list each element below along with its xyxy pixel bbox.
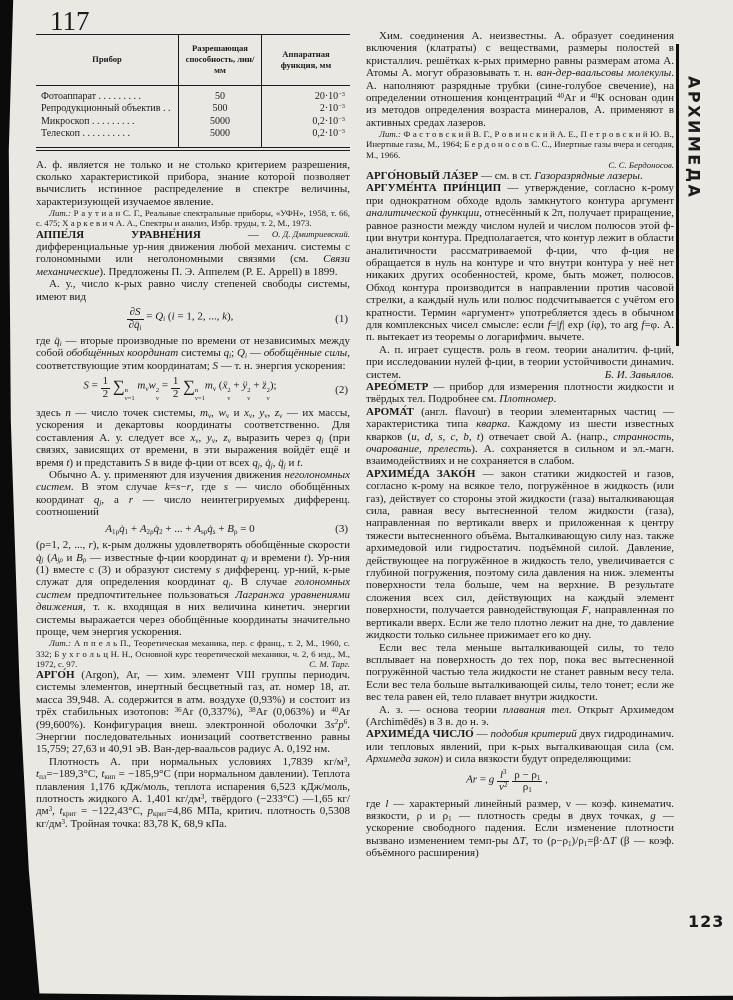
- equation: $\frac{\partial S}{\partial q̈i}$ = Qi (i = 1, 2, ..., k), (1): [128, 305, 348, 332]
- sidebar-thumb-rule: [676, 44, 679, 346]
- literature-note: Лит.: А п п е л ь П., Теоретическая механика, пер. с франц., т. 2, М., 1960, с. 332; Б у х г о л ь ц Н. Н., Основной курс теоретической механики, ч. 2, 6 изд., М., 1972, с. 97. С. М. Тарг.: [36, 638, 350, 669]
- text-paragraph: (ρ=1, 2, ..., r), к-рым должны удовлетворять обобщённые скорости q̇j (Ajρ и Bρ — известные ф-ции координат qj и времени t). Ур-ния (1) вместе с (3) и образуют систему s дифференц. ур-ний, к-рые служат для определения координат qj. В случае голономных систем предпочтительнее пользоваться Лагранжа уравнениями движения, т. к. входящая в них величина кинетич. энергии системы выражается через обобщённые координаты значительно проще, чем энергия ускорения.: [36, 539, 350, 638]
- equation: A1ρq̇1 + A2ρq̇2 + ... + Asρq̇s + Bρ = 0 (3): [105, 522, 348, 536]
- text-paragraph: А. у., число к-рых равно числу степеней свободы системы, имеют вид: [36, 278, 350, 303]
- text-paragraph: где l — характерный линейный размер, ν — коэф. кинематич. вязкости, ρ и ρ1 — плотность среды в двух точках, g — ускорение свободного падения. Если изменение плотности вызвано изменением темп-ры ΔT, то (ρ−ρ1)/ρ1=β·ΔT (β — коэф. объёмного расширения): [366, 797, 674, 860]
- scan-edge-bottom: [0, 993, 733, 1000]
- right-column: [366, 30, 674, 950]
- text-paragraph: АРГО́НОВЫЙ ЛА́ЗЕР — см. в ст. Газоразрядные лазеры.: [366, 170, 643, 183]
- text-paragraph: А. з. — основа теории плавания тел. Открыт Архимедом (Archimēdēs) в 3 в. до н. э.: [366, 703, 674, 728]
- table-cell: $20\cdot 10^{-3}$: [262, 85, 351, 103]
- text-paragraph: где q̈i — вторые производные по времени от независимых между собой обобщённых координат системы qi; Qi — обобщённые силы, соответствующие этим координатам; S — т. н. энергия ускорения:: [36, 335, 350, 372]
- column-header: Аппаратная функция, мм: [262, 35, 351, 86]
- author-signature: С. С. Бердоносов.: [608, 159, 674, 170]
- column-header: Разрешающая способность, лин/мм: [179, 35, 262, 86]
- resolution-table-head: [36, 35, 350, 86]
- equation-number: (3): [335, 522, 348, 535]
- column-header: Прибор: [36, 35, 179, 86]
- text-paragraph: АРГО́Н (Argon), Ar, — хим. элемент VIII группы периодич. системы элементов, инертный бесцветный газ, ат. номер 18, ат. масса 39,948. А. содержится в атм. воздухе (0,93%) и состоит из трёх стабильных изотопов: $^{36}$Ar (0,337%), $^{38}$Ar (0,063%) и $^{40}$Ar (99,600%). Конфигурация внеш. электронной оболочки $3s^2p^6$. Энергии последовательных ионизаций соответственно равны 15,759; 27,63 и 40,91 эВ. Ван-дер-ваальсов радиус А. 0,192 нм.: [36, 668, 350, 756]
- table-cell: $2\cdot 10^{-3}$: [262, 103, 351, 116]
- table-cell: 50: [179, 85, 262, 103]
- text-paragraph: АРХИМЕ́ДА ЗАКО́Н — закон статики жидкостей и газов, согласно к-рому на всякое тело, погружённое в жидкость (или газ), действует со стороны этой жидкости (газа) выталкивающая сила, равная весу вытесненной телом жидкости (газа), направленная по вертикали вверх и приложенная к центру тяжести вытесненного объёма. Выталкивающую силу наз. также архимедовой или гидростатич. подъёмной силой. Давление, действующее на погружённое в жидкость тело, увеличивается с глубиной погружения, поэтому сила давления на ниж. элементы поверхности тела больше, чем на верхние. В результате сложения всех сил, действующих на каждый элемент поверхности, получается равнодействующая F, направленная по вертикали вверх. Если же тело плотно лежит на дне, то давление жидкости только сильнее прижимает его ко дну.: [366, 467, 674, 642]
- table-cell: Микроскоп . . . . . . . . .: [41, 115, 135, 127]
- page-number-bottom-right: 123: [688, 912, 725, 931]
- text-paragraph: АРЕО́МЕТР — прибор для измерения плотности жидкости и твёрдых тел. Подробнее см. Плотномер.: [366, 380, 674, 406]
- table-row: [36, 116, 350, 129]
- text-paragraph: АРОМА́Т (англ. flavour) в теории элементарных частиц — характеристика типа кварка. Каждому из шести известных кварков (u, d, s, c, b, t) отвечает свой А. (напр., странность, очарование, прелесть). А. сохраняется в сильном и эл.-магн. взаимодействиях и не сохраняется в слабом.: [366, 405, 674, 468]
- table-row: [36, 128, 350, 149]
- text-paragraph: АРХИМЕ́ДА ЧИСЛО́ — подобия критерий двух гидродинамич. или тепловых явлений, при к-рых выталкивающая сила (см. Архимеда закон) и сила вязкости будут определяющими:: [366, 728, 674, 766]
- literature-note: Лит.: Р а у т и а н С. Г., Реальные спектральные приборы, «УФН», 1958, т. 66, с. 475; Х а р к е в и ч А. А., Спектры и анализ, Избр. труды, т. 2, М., 1973. О. Д. Дмитриевский.: [36, 208, 350, 239]
- table-row: [36, 85, 350, 103]
- text-paragraph: Если вес тела меньше выталкивающей силы, то тело всплывает на поверхность до тех пор, пока вес вытесненной погружённой частью тела жидкости не станет равным весу тела. Если вес тела больше выталкивающей силы, тело тонет; если же вес тела равен ей, тело плавает внутри жидкости.: [366, 641, 674, 704]
- header-row: [36, 35, 350, 86]
- text-paragraph: АППЕ́ЛЯ УРАВНЕ́НИЯ — дифференциальные ур-ния движения любой механич. системы с голономными или неголономными связями (см. Связи механические). Предложены П. Э. Аппелем (Р. Е. Appell) в 1899.: [36, 228, 350, 278]
- literature-note: Лит.: Ф а с т о в с к и й В. Г., Р о в и н с к и й А. Е., П е т р о в с к и й Ю. В., Инертные газы, М., 1964; Б е р д о н о с о в С. С., Инертные газы вчера и сегодня, М., 1966.: [366, 129, 674, 160]
- left-column-text: [36, 159, 350, 831]
- left-column: [36, 30, 350, 950]
- equation: Ar = g $\frac{l^3}{\nu^2}$ $\frac{\rho - \rho 1}{\rho 1}$ ,: [466, 768, 548, 795]
- equation: S = $\frac{1}{2}$ ∑ n ν=1 mνw 2 ν = $\frac{1}{2}$ ∑ n ν=1 mν (ẍ 2 ν + ÿ 2 ν + z̈ 2 ν ); (2): [83, 375, 348, 403]
- table-row: [36, 103, 350, 116]
- table-cell: Фотоаппарат . . . . . . . . .: [41, 90, 142, 102]
- table-cell: $0,2\cdot 10^{-3}$: [262, 116, 351, 129]
- text-paragraph: А. п. играет существ. роль в геом. теории аналитич. ф-ций, при исследовании нулей ф-ции, в теории устойчивости динамич. систем. Б. И. Завьялов.: [366, 343, 674, 381]
- page-number-top-left: 117: [50, 6, 90, 36]
- right-column-text: [366, 30, 674, 860]
- equation-number: (2): [335, 383, 348, 396]
- text-paragraph: Хим. соединения А. неизвестны. А. образует соединения включения (клатраты) с веществами, размеры полостей в кристаллич. решётках к-рых примерно равны размерам атома А. Атомы А. могут образовывать т. н. ван-дер-ваальсовы молекулы. А. наполняют разрядные трубки (сине-голубое свечение), на определении отношения концентраций $^{40}$Ar и $^{40}$К основан один из методов определения возраста минералов, А. применяют в активных средах лазеров.: [366, 30, 674, 129]
- text-paragraph: Обычно А. у. применяют для изучения движения неголономных систем. В этом случае k=s−r, где s — число обобщённых координат qj, а r — число неинтегрируемых дифференц. соотношений: [36, 469, 350, 519]
- table-cell: 500: [179, 103, 262, 116]
- sidebar-thumb-label: АРХИМЕДА: [684, 76, 704, 200]
- text-paragraph: АРГУМЕ́НТА ПРИ́НЦИП — утверждение, согласно к-рому при однократном обходе вдоль замкнутого контура аргумент аналитической функции, отнесённый к 2π, получает приращение, равное разности между числом нулей и числом полюсов этой ф-ции внутри контура. Предполагается, что контур лежит в области аналитичности рассматриваемой ф-ции, что ф-ция не обращается в нуль на контуре и что внутри контура у неё нет никаких других особенностей, кроме, быть может, полюсов. Обход контура производится в направлении против часовой стрелки, а каждый нуль или полюс подсчитывается с учётом его кратности. Термин «аргумент» употребляется здесь в обычном для комплексных чисел смысле: если f=|f| exp (iφ), то arg f=φ. А. п. вытекает из теоремы о логарифмич. вычете.: [366, 182, 674, 344]
- text-paragraph: А. ф. является не только и не столько критерием разрешения, сколько характеристикой прибора, знание которой позволяет вычислить истинное распределение в спектре величины, характеризующей изучаемое явление.: [36, 158, 350, 208]
- table-cell: Репродукционный объектив . .: [41, 103, 171, 115]
- resolution-table-body: [36, 85, 350, 149]
- text-paragraph: Плотность А. при нормальных условиях 1,7839 $кг/м^3$, tпл=−189,3°С, tкип = −185,9°С (при нормальном давлении). Теплота плавления 1,176 кДж/моль, теплота испарения 6,523 кДж/моль, плотность жидкого А. 1,401 $кг/дм^3$, твёрдого (−233°С) —1,65 $кг/дм^3$, tкрит = −122,43°С, pкрит=4,86 МПа, критич. плотность 0,5308 $кг/дм^3$. Тройная точка: 83,78 К, 68,9 кПа.: [36, 755, 350, 830]
- scan-edge-left: [0, 0, 40, 1000]
- table-cell: Телескоп . . . . . . . . . .: [41, 128, 130, 140]
- text-paragraph: здесь n — число точек системы, mν, wν и xν, yν, zν — их массы, ускорения и декартовы координаты соответственно. Для составления А. у. следует все xν, yν, zν выразить через qj (при связях, зависящих от времени, в эти выражения войдёт ещё и время t) и представить S в виде ф-ции от всех qj, q̇j, q̈j и t.: [36, 407, 350, 470]
- table-cell: $0,2\cdot 10^{-3}$: [262, 128, 351, 149]
- table-cell: 5000: [179, 116, 262, 129]
- table-cell: 5000: [179, 128, 262, 149]
- resolution-table: [36, 34, 350, 151]
- equation-number: (1): [335, 312, 348, 325]
